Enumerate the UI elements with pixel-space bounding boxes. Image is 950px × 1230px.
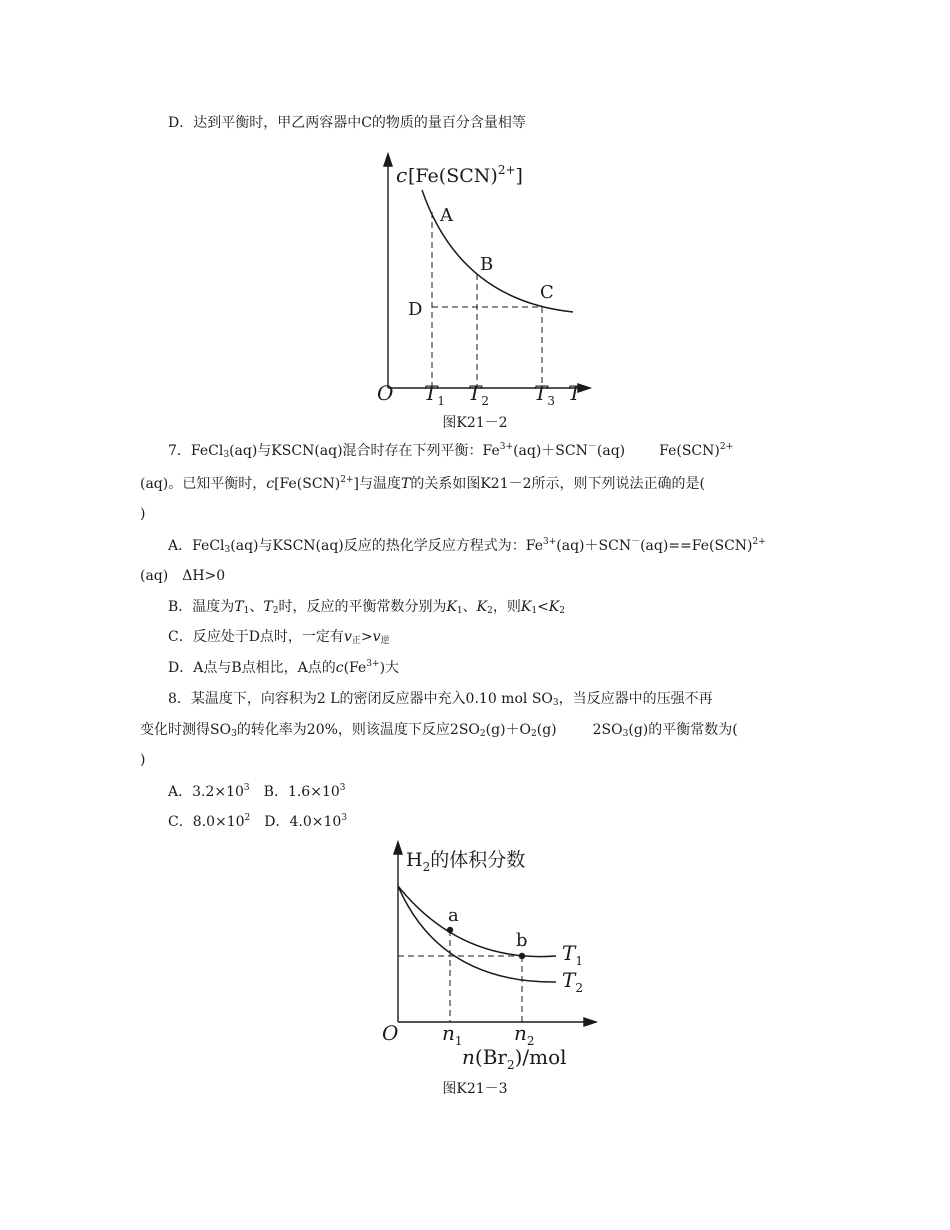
tick-t1: $T_1$ [424,381,445,408]
y-axis-arrow [384,154,392,166]
x-axis-arrow [584,1018,596,1026]
xlabel: T [568,381,582,405]
q8-option-b: B．$1.6\times 10^3$ [263,783,346,800]
point-b: B [480,254,494,275]
ylabel: $H_2$的体积分数 [406,849,526,874]
point-a-marker [447,927,453,933]
point-d: D [408,299,423,320]
q7-stem-line1: 7．FeCl$_3$(aq)与KSCN(aq)混合时存在下列平衡：$Fe^{3+}(aq)+SCN^-(aq)$ Fe(SCN)$^{2+}$ [168,442,734,460]
tick-n2: $n_2$ [514,1021,535,1048]
origin-label: O [382,1021,399,1045]
q7-option-b: B．温度为$T_1$、$T_2$时，反应的平衡常数分别为$K_1$、$K_2$，则$K_1<K_2$ [168,599,565,616]
xlabel: $n(Br_2)$/mol [462,1045,567,1072]
q8-stem-line2: 变化时测得$SO_3$的转化率为20%，则该温度下反应$2SO_2(g)+O_2(g)$ $2SO_3(g)$的平衡常数为( [140,722,738,739]
q8-option-a: A．$3.2\times 10^3$ [168,783,250,800]
point-a: A [440,205,453,226]
q8-option-c: C．$8.0\times 10^2$ [168,813,251,830]
q7-option-a: A．FeCl$_3$(aq)与KSCN(aq)反应的热化学反应方程式为：$Fe^{3+}(aq)+SCN^-(aq)==Fe(SCN)^{2+}$ [168,537,766,555]
q8-options-ab [168,782,346,802]
q7-stem-line2: (aq)。已知平衡时，c[Fe(SCN)$^{2+}$]与温度T的关系如图K21－2所示，则下列说法正确的是( [140,475,705,492]
point-c: C [540,282,554,303]
curve-t1 [398,886,556,957]
curve-t2 [398,886,556,982]
curve-label-t1: $T_1$ [562,941,583,968]
tick-t3: $T_3$ [534,381,555,408]
q6-option-d: D．达到平衡时，甲乙两容器中C的物质的量百分含量相等 [168,115,526,131]
figure2-caption: 图K21－3 [442,1081,508,1097]
ylabel-rest: [Fe(SCN)$^{2+}$] [408,163,523,187]
q8-stem-line1: 8．某温度下，向容积为2 L的密闭反应器中充入0.10 mol $SO_3$，当反应器中的压强不再 [168,691,713,708]
point-b-marker [519,953,525,959]
figure1-caption: 图K21－2 [442,415,508,431]
curve-label-t2: $T_2$ [562,968,583,995]
figure-k21-2 [370,150,610,410]
point-a: a [448,905,459,926]
q7-option-a-cont: (aq) ΔH>0 [140,568,226,584]
ylabel-c: c [396,163,408,187]
q8-option-d: D．$4.0\times 10^3$ [264,813,348,830]
q8-options-cd [168,812,347,832]
origin-label: O [377,381,394,405]
q7-option-d: D．A点与B点相比，A点的$c(Fe^{3+})$大 [168,659,400,676]
tick-t2: $T_2$ [468,381,489,408]
q8-stem-line3: ) [140,752,146,768]
figure-k21-3 [370,838,610,1074]
point-b: b [516,930,528,951]
tick-n1: $n_1$ [442,1021,463,1048]
y-axis-arrow [394,842,402,854]
q7-option-c: C．反应处于D点时，一定有$v_正>v_逆$ [168,629,390,646]
q7-stem-line3: ) [140,506,146,522]
